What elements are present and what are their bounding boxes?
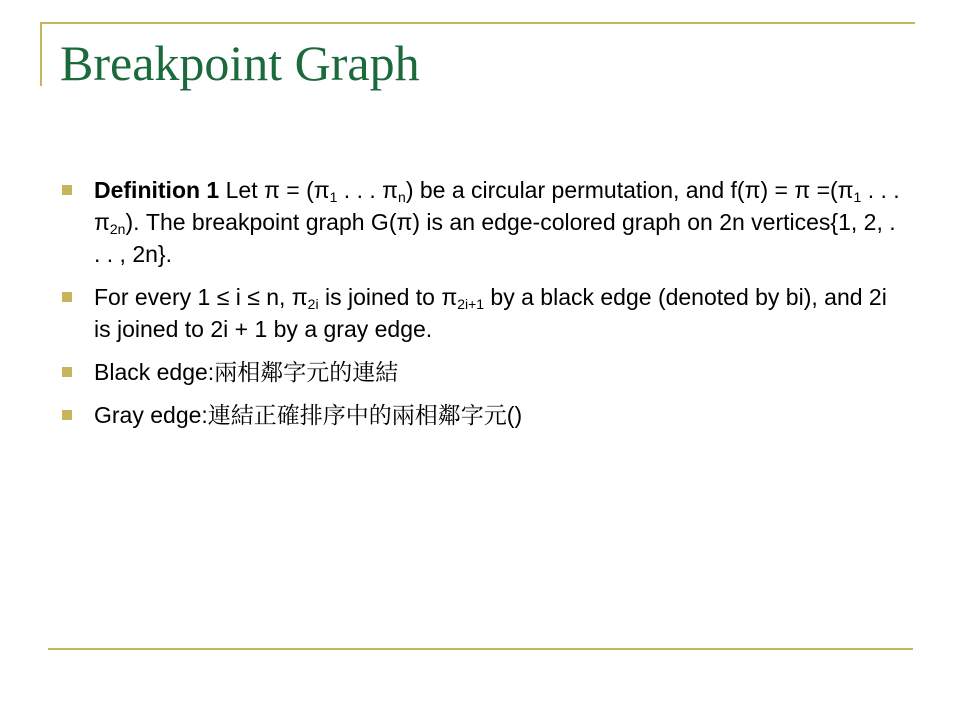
- square-bullet-icon: [62, 367, 72, 377]
- definition-sub-1: 1: [329, 189, 338, 205]
- definition-part-5: ). The breakpoint graph G(π) is an edge-colored graph on 2n vertices{1, 2, . . . , 2n}.: [94, 209, 896, 267]
- definition-sub-2: n: [398, 189, 406, 205]
- edges-sub-2: 2i+1: [457, 296, 485, 312]
- edges-part-2: is joined to π: [318, 284, 458, 310]
- definition-part-4: . . . π: [94, 177, 900, 235]
- square-bullet-icon: [62, 185, 72, 195]
- gray-edge-text: Gray edge:連結正確排序中的兩相鄰字元(): [94, 402, 523, 428]
- top-rule: [40, 22, 915, 24]
- square-bullet-icon: [62, 292, 72, 302]
- bullet-black-edge: [62, 356, 902, 388]
- definition-part-1: Let π = (π: [219, 177, 330, 203]
- black-edge-text: Black edge:兩相鄰字元的連結: [94, 359, 399, 385]
- edges-part-1: For every 1 ≤ i ≤ n, π: [94, 284, 308, 310]
- bullet-gray-edge: [62, 399, 902, 431]
- bullet-edges: [62, 281, 902, 345]
- bottom-rule: [48, 648, 913, 650]
- definition-text: [94, 174, 902, 270]
- left-rule: [40, 22, 42, 86]
- edges-text: [94, 281, 902, 345]
- bullet-definition: [62, 174, 902, 270]
- square-bullet-icon: [62, 410, 72, 420]
- edges-sub-1: 2i: [307, 296, 319, 312]
- definition-part-2: . . . π: [337, 177, 399, 203]
- definition-sub-4: 2n: [109, 221, 126, 237]
- slide-title: Breakpoint Graph: [60, 35, 420, 91]
- definition-part-3: ) be a circular permutation, and f(π) = π =(π: [405, 177, 854, 203]
- edges-part-3: by a black edge (denoted by bi), and 2i is joined to 2i + 1 by a gray edge.: [94, 284, 887, 342]
- definition-sub-3: 1: [853, 189, 862, 205]
- bullet-list: [62, 174, 902, 442]
- definition-label: Definition 1: [94, 177, 220, 203]
